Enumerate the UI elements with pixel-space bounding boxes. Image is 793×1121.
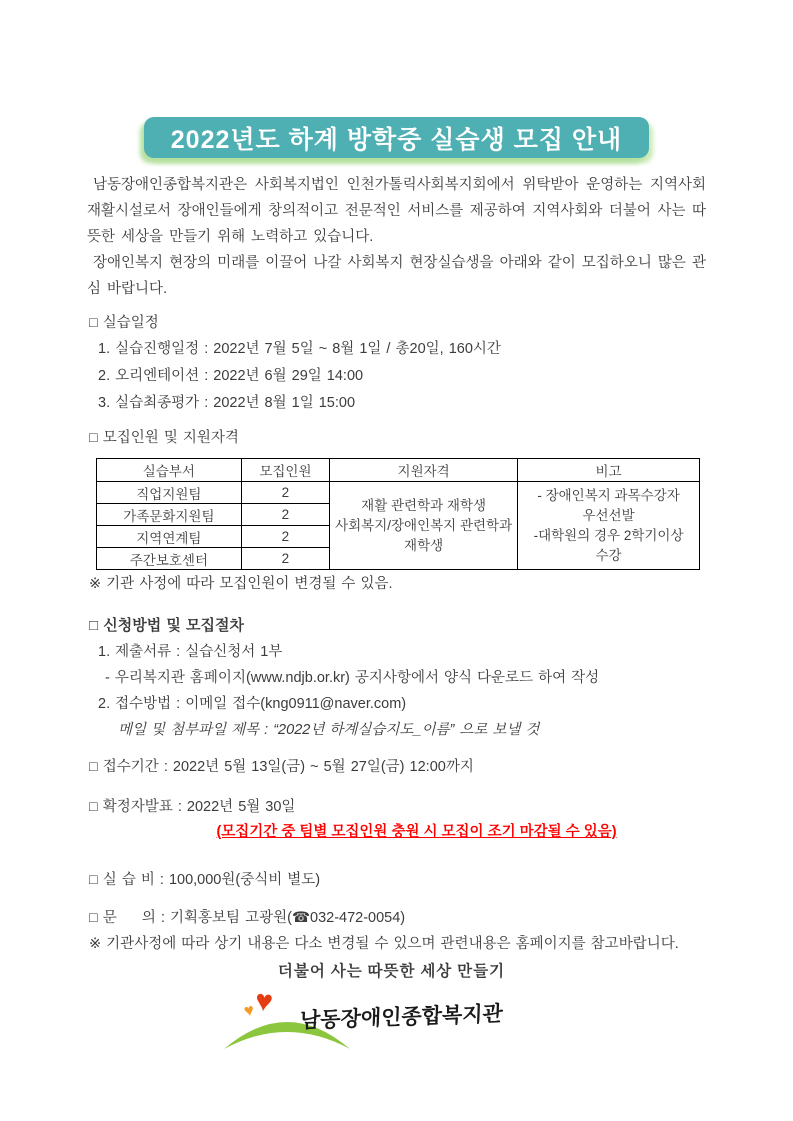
welfare-center-logo: [222, 984, 504, 1057]
count-cell: 2: [241, 548, 329, 570]
apply-item-2: 2. 접수방법 : 이메일 접수(kng0911@naver.com): [98, 696, 407, 712]
schedule-item-2: 2. 오리엔테이션 : 2022년 6월 29일 14:00: [98, 368, 364, 384]
recruit-table: [96, 458, 700, 570]
dept-cell: 주간보호센터: [97, 548, 242, 570]
note-line: 수강: [595, 547, 622, 563]
recruit-footnote: ※ 기관 사정에 따라 모집인원이 변경될 수 있음.: [89, 576, 393, 592]
dept-cell: 가족문화지원팀: [97, 504, 242, 526]
document-title: 2022년도 하계 방학중 실습생 모집 안내: [170, 125, 623, 154]
table-row: [97, 482, 700, 504]
footer-slogan: 더불어 사는 따뜻한 세상 만들기: [277, 963, 506, 980]
recruit-heading: □ 모집인원 및 지원자격: [89, 430, 239, 446]
dept-cell: 지역연계팀: [97, 526, 242, 548]
intro-paragraph-2: 장애인복지 현장의 미래를 이끌어 나갈 사회복지 현장실습생을 아래와 같이 모집하오니 많은 관심 바랍니다.: [87, 255, 706, 297]
col-header-dept: 실습부서: [97, 459, 242, 482]
col-header-count: 모집인원: [241, 459, 329, 482]
col-header-qualification: 지원자격: [330, 459, 518, 482]
heart-icon-large: ♥: [253, 984, 275, 1019]
apply-items: [87, 639, 706, 743]
dept-cell: 직업지원팀: [97, 482, 242, 504]
qualification-line: 사회복지/장애인복지 관련학과: [335, 517, 513, 533]
table-header-row: [97, 459, 700, 482]
intro-section: [87, 172, 706, 302]
intro-paragraph-1: 남동장애인종합복지관은 사회복지법인 인천가톨릭사회복지회에서 위탁받아 운영하는 지역사회재활시설로서 장애인들에게 창의적이고 전문적인 서비스를 제공하여 지역사회와 더불어 사는 따뜻한 세상을 만들기 위해 노력하고 있습니다.: [87, 177, 706, 245]
contact-line: □ 문 의 : 기획홍보팀 고광원(☎032-472-0054): [89, 910, 406, 926]
note-line: -대학원의 경우 2학기이상: [533, 527, 684, 543]
apply-heading: □ 신청방법 및 모집절차: [89, 617, 244, 634]
apply-item-1-sub: - 우리복지관 홈페이지(www.ndjb.or.kr) 공지사항에서 양식 다운로드 하여 작성: [105, 670, 600, 686]
col-header-note: 비고: [518, 459, 700, 482]
apply-item-2-sub: 메일 및 첨부파일 제목 : “2022년 하계실습지도_이름” 으로 보낼 것: [118, 722, 540, 738]
count-cell: 2: [241, 526, 329, 548]
heart-icon-small: ♥: [242, 1000, 256, 1021]
title-banner: [144, 117, 649, 158]
count-cell: 2: [241, 482, 329, 504]
note-line: - 장애인복지 과목수강자: [537, 487, 680, 503]
qualification-line: 재학생: [404, 537, 444, 553]
qualification-line: 재활 관련학과 재학생: [361, 497, 487, 513]
count-cell: 2: [241, 504, 329, 526]
schedule-item-3: 3. 실습최종평가 : 2022년 8월 1일 15:00: [98, 395, 356, 411]
logo-calligraphy-text: 남동장애인종합복지관: [299, 1002, 504, 1033]
schedule-heading: □ 실습일정: [89, 315, 159, 331]
note-line: 우선선발: [582, 507, 635, 523]
fee-line: □ 실 습 비 : 100,000원(중식비 별도): [89, 872, 321, 888]
announcement-line: □ 확정자발표 : 2022년 5월 30일: [89, 799, 296, 815]
qualification-cell: [330, 482, 518, 570]
early-close-warning: (모집기간 중 팀별 모집인원 충원 시 모집이 조기 마감될 수 있음): [216, 824, 617, 840]
note-cell: [518, 482, 700, 570]
apply-item-1: 1. 제출서류 : 실습신청서 1부: [98, 644, 283, 660]
schedule-item-1: 1. 실습진행일정 : 2022년 7월 5일 ~ 8월 1일 / 총20일, 160시간: [98, 341, 501, 357]
contact-footnote: ※ 기관사정에 따라 상기 내용은 다소 변경될 수 있으며 관련내용은 홈페이지를 참고바랍니다.: [89, 936, 679, 952]
schedule-items: [87, 336, 706, 417]
period-line: □ 접수기간 : 2022년 5월 13일(금) ~ 5월 27일(금) 12:00까지: [89, 759, 474, 775]
